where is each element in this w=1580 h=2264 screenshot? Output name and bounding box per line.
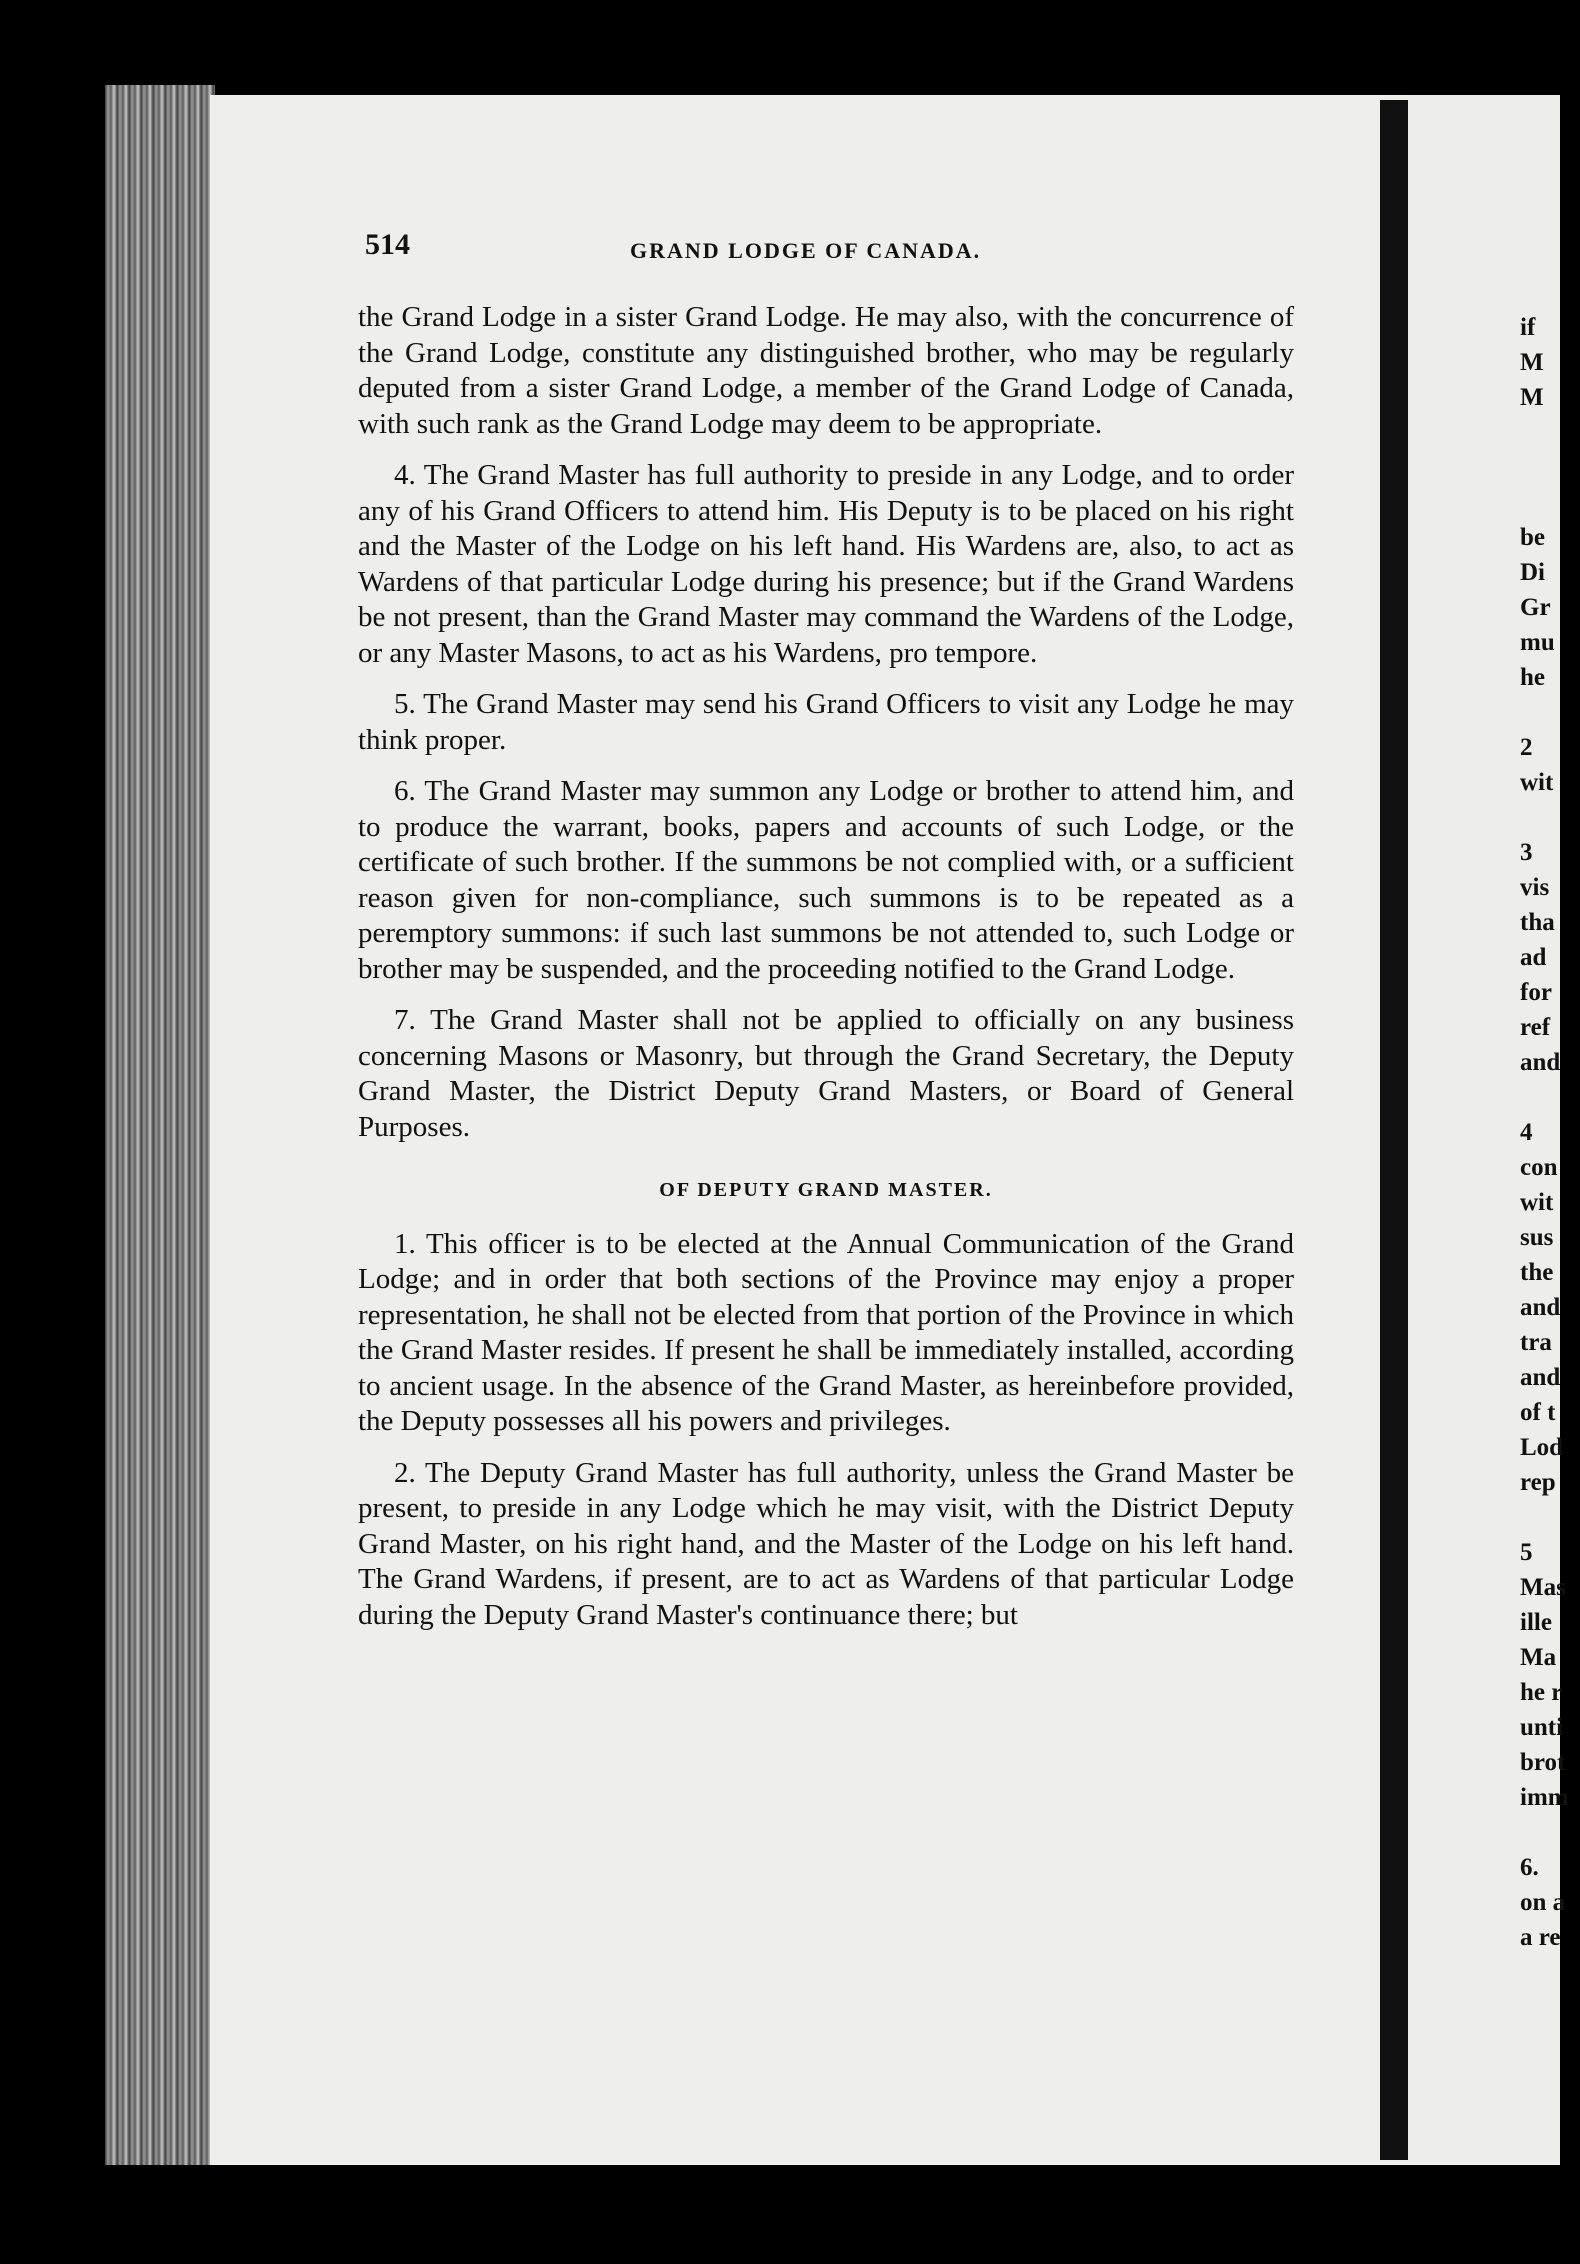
facing-page-fragment: Mas <box>1520 1574 1566 1601</box>
facing-page-fragment: 3 <box>1520 839 1533 866</box>
facing-page-text-fragments <box>1520 310 1580 1955</box>
facing-page-fragment <box>1520 485 1580 520</box>
facing-page-fragment: rep <box>1520 1469 1556 1496</box>
facing-page-fragment: con <box>1520 1154 1558 1181</box>
page-edge-strip <box>105 85 215 2165</box>
facing-page-fragment: of t <box>1520 1399 1556 1426</box>
facing-page-fragment: sus <box>1520 1224 1554 1251</box>
facing-page-fragment: 2 <box>1520 734 1533 761</box>
section-heading: OF DEPUTY GRAND MASTER. <box>659 1179 993 1201</box>
facing-page-fragment <box>1520 415 1580 450</box>
paragraph-5: 5. The Grand Master may send his Grand Officers to visit any Lodge he may think proper. <box>358 688 1294 756</box>
facing-page-fragment: for <box>1520 979 1552 1006</box>
facing-page-fragment: wit <box>1520 1189 1554 1216</box>
running-head <box>365 228 1265 278</box>
facing-page-fragment: a re <box>1520 1924 1561 1951</box>
running-head-title: GRAND LODGE OF CANADA. <box>630 238 982 263</box>
facing-page-fragment: ille <box>1520 1609 1552 1636</box>
facing-page-fragment: be <box>1520 524 1545 551</box>
facing-page-fragment: the <box>1520 1259 1554 1286</box>
facing-page-fragment <box>1520 1815 1580 1850</box>
facing-page-fragment: and <box>1520 1049 1561 1076</box>
paragraph-6: 6. The Grand Master may summon any Lodge or brother to attend him, and to produce the warrant, books, papers and accounts of such Lodge, or the certificate of such brother. If the summons be not complied with, or a sufficient reason given for non-compliance, such summons is to be repeated as a peremptory summons: if such last summons be not attended to, such Lodge or brother may be suspended, and the proceeding notified to the Grand Lodge. <box>358 775 1294 985</box>
facing-page-fragment: ad <box>1520 944 1547 971</box>
facing-page-fragment: unti <box>1520 1714 1564 1741</box>
facing-page-fragment: tra <box>1520 1329 1552 1356</box>
facing-page-fragment: 4 <box>1520 1119 1533 1146</box>
facing-page-fragment <box>1520 695 1580 730</box>
facing-page-fragment: 6. <box>1520 1854 1539 1881</box>
page-number: 514 <box>365 228 410 261</box>
facing-page-fragment: and <box>1520 1294 1561 1321</box>
facing-page-fragment <box>1520 800 1580 835</box>
paragraph-continued: the Grand Lodge in a sister Grand Lodge. He may also, with the concurrence of the Grand Lodge, constitute any distinguished brother, who may be regularly deputed from a sister Grand Lodge, a member of the Grand Lodge of Canada, with such rank as the Grand Lodge may deem to be appropriate. <box>358 301 1294 440</box>
facing-page-fragment <box>1520 1080 1580 1115</box>
facing-page-fragment: Gr <box>1520 594 1551 621</box>
facing-page-fragment: wit <box>1520 769 1554 796</box>
facing-page-fragment <box>1520 1500 1580 1535</box>
facing-page-fragment: on a <box>1520 1889 1566 1916</box>
facing-page-fragment: Di <box>1520 559 1545 586</box>
facing-page-fragment: 5 <box>1520 1539 1533 1566</box>
facing-page-fragment: M <box>1520 349 1544 376</box>
section-paragraph-1: 1. This officer is to be elected at the Annual Communication of the Grand Lodge; and in order that both sections of the Province may enjoy a proper representation, he shall not be elected from that portion of the Province in which the Grand Master resides. If present he shall be immediately installed, according to ancient usage. In the absence of the Grand Master, as hereinbefore provided, the Deputy possesses all his powers and privileges. <box>358 1227 1294 1437</box>
facing-page-fragment: brot <box>1520 1749 1566 1776</box>
facing-page-fragment: and <box>1520 1364 1561 1391</box>
facing-page-fragment: ref <box>1520 1014 1551 1041</box>
section-paragraph-2: 2. The Deputy Grand Master has full authority, unless the Grand Master be present, to preside in any Lodge which he may visit, with the District Deputy Grand Master, on his right hand, and the Master of the Lodge on his left hand. The Grand Wardens, if present, are to act as Wardens of that particular Lodge during the Deputy Grand Master's continuance there; but <box>358 1456 1294 1631</box>
facing-page-fragment: vis <box>1520 874 1550 901</box>
paragraph-4: 4. The Grand Master has full authority to preside in any Lodge, and to order any of his Grand Officers to attend him. His Deputy is to be placed on his right and the Master of the Lodge on his left hand. His Wardens are, also, to act as Wardens of that particular Lodge during his presence; but if the Grand Wardens be not present, than the Grand Master may command the Wardens of the Lodge, or any Master Masons, to act as his Wardens, pro tempore. <box>358 459 1294 669</box>
facing-page-fragment: Lod <box>1520 1434 1564 1461</box>
facing-page-fragment <box>1520 450 1580 485</box>
book-gutter <box>1380 100 1408 2160</box>
facing-page-fragment: he r <box>1520 1679 1563 1706</box>
facing-page-fragment: he <box>1520 664 1545 691</box>
facing-page-fragment: mu <box>1520 629 1555 656</box>
paragraph-7: 7. The Grand Master shall not be applied to officially on any business concerning Masons or Masonry, but through the Grand Secretary, the Deputy Grand Master, the District Deputy Grand Masters, or Board of General Purposes. <box>358 1004 1294 1143</box>
facing-page-fragment: Ma <box>1520 1644 1557 1671</box>
page-body <box>358 300 1294 1649</box>
facing-page-fragment: imm <box>1520 1784 1569 1811</box>
facing-page-fragment: if <box>1520 314 1536 341</box>
facing-page-fragment: tha <box>1520 909 1555 936</box>
facing-page-fragment: M <box>1520 384 1544 411</box>
